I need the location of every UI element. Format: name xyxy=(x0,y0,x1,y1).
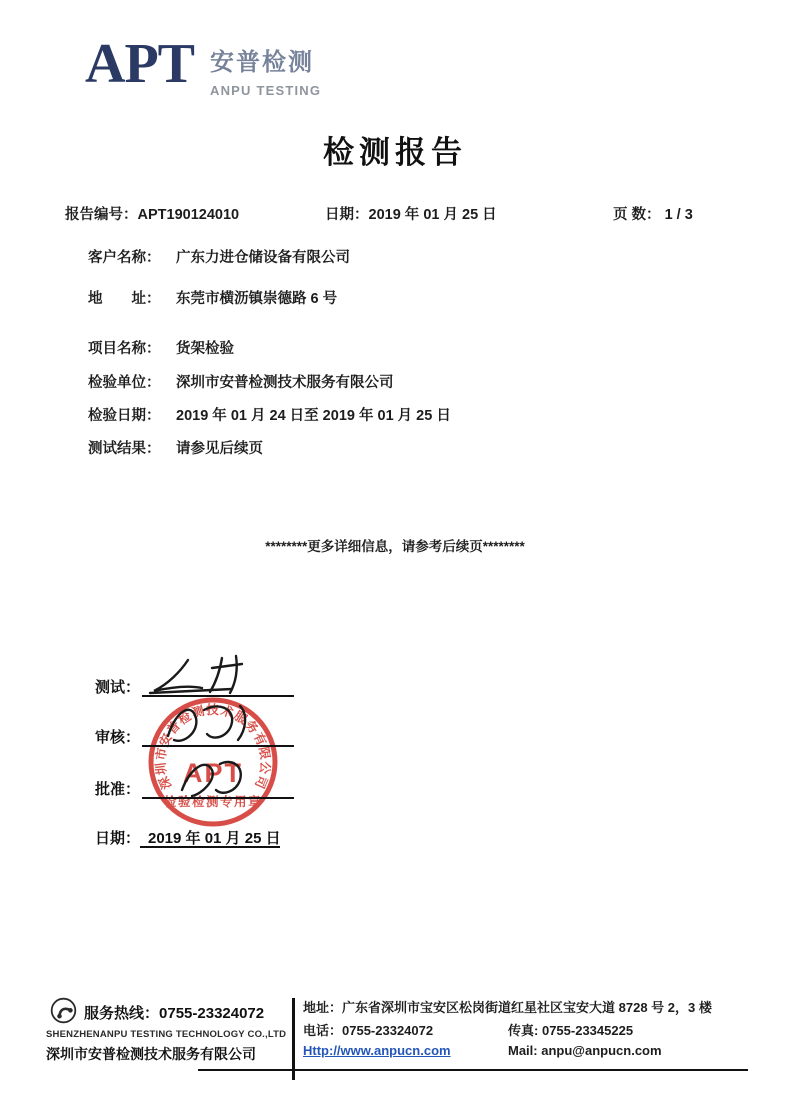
sign-date-label: 日期： xyxy=(95,830,141,847)
footer-phone-value: 0755-23324072 xyxy=(342,1023,434,1038)
customer-name-value: 广东力进仓储设备有限公司 xyxy=(176,250,350,266)
inspection-date-value: 2019 年 01 月 24 日至 2019 年 01 月 25 日 xyxy=(176,408,451,424)
field-row-inspection-date xyxy=(88,404,451,425)
footer-fax-value: 0755-23345225 xyxy=(541,1023,634,1038)
test-result-value: 请参见后续页 xyxy=(176,441,263,457)
service-hotline-number: 0755-23324072 xyxy=(159,1005,265,1022)
report-number-label: 报告编号： xyxy=(65,207,138,223)
sign-date-value: 2019 年 01 月 25 日 xyxy=(148,830,281,847)
report-date-value: 2019 年 01 月 25 日 xyxy=(368,207,497,223)
project-name-value: 货架检验 xyxy=(176,341,234,357)
seal-company-arc-text: 深圳市安普检测技术服务有限公司 xyxy=(153,702,273,792)
customer-address-label: 地 址： xyxy=(88,291,161,307)
footer-mail-label: Mail: xyxy=(508,1043,538,1058)
logo-name-en: ANPU TESTING xyxy=(210,83,322,98)
field-row-customer xyxy=(88,246,350,267)
handwritten-signatures xyxy=(80,648,340,858)
customer-address-value: 东莞市横沥镇崇德路 6 号 xyxy=(176,291,338,307)
approve-signature xyxy=(182,762,241,796)
page-title: 检测报告 xyxy=(323,135,467,170)
review-signature xyxy=(168,706,245,741)
test-result-label: 测试结果： xyxy=(88,441,161,457)
footer-vertical-divider xyxy=(292,998,295,1080)
inspection-date-label: 检验日期： xyxy=(88,408,161,424)
footer-phone-label: 电话： xyxy=(303,1023,343,1038)
test-signature-label: 测试： xyxy=(95,679,141,696)
review-signature-label: 审核： xyxy=(95,729,141,746)
footer-website-link[interactable]: Http://www.anpucn.com xyxy=(303,1043,451,1058)
footer-address-label: 地址： xyxy=(303,1000,343,1015)
report-date-row xyxy=(325,203,497,224)
footer-address-row xyxy=(303,997,712,1016)
project-name-label: 项目名称： xyxy=(88,341,161,357)
inspection-unit-value: 深圳市安普检测技术服务有限公司 xyxy=(176,375,394,391)
footer-company-cn: 深圳市安普检测技术服务有限公司 xyxy=(46,1046,256,1062)
page-count-label: 页 数： xyxy=(613,207,661,223)
footer-fax-label: 传真: xyxy=(508,1023,539,1038)
inspection-unit-label: 检验单位： xyxy=(88,375,161,391)
field-row-inspector xyxy=(88,371,394,392)
service-hotline-label: 服务热线： xyxy=(84,1005,160,1022)
field-row-result xyxy=(88,437,263,458)
footer-phone-row xyxy=(303,1020,433,1039)
footer-bottom-rule xyxy=(198,1069,748,1071)
footer-address-value: 广东省深圳市宝安区松岗街道红星社区宝安大道 8728 号 2，3 楼 xyxy=(342,1000,712,1015)
company-logo xyxy=(85,33,322,98)
page-count-value: 1 / 3 xyxy=(664,207,693,223)
report-date-label: 日期： xyxy=(325,207,369,223)
footer-phone-icon xyxy=(50,997,77,1029)
footer-fax-row xyxy=(508,1020,633,1039)
field-row-address xyxy=(88,287,337,308)
footer-company-en: SHENZHENANPU TESTING TECHNOLOGY CO.,LTD xyxy=(46,1029,287,1040)
customer-name-label: 客户名称： xyxy=(88,250,161,266)
report-number-value: APT190124010 xyxy=(137,207,240,223)
more-info-note: ********更多详细信息，请参考后续页******** xyxy=(265,539,525,554)
logo-apt-text: APT xyxy=(85,33,194,95)
report-number-row xyxy=(65,203,239,224)
footer-mail-row xyxy=(508,1043,662,1058)
page-count-row xyxy=(613,203,693,224)
footer-mail-value: anpu@anpucn.com xyxy=(541,1043,662,1058)
seal-subtitle-text: 检验检测专用章 xyxy=(163,795,263,809)
service-hotline xyxy=(84,1002,264,1023)
seal-apt-text: APT xyxy=(183,758,243,788)
test-signature xyxy=(150,656,242,693)
logo-name-cn: 安普检测 xyxy=(210,49,314,76)
field-row-project xyxy=(88,337,234,358)
approve-signature-label: 批准： xyxy=(95,781,141,798)
